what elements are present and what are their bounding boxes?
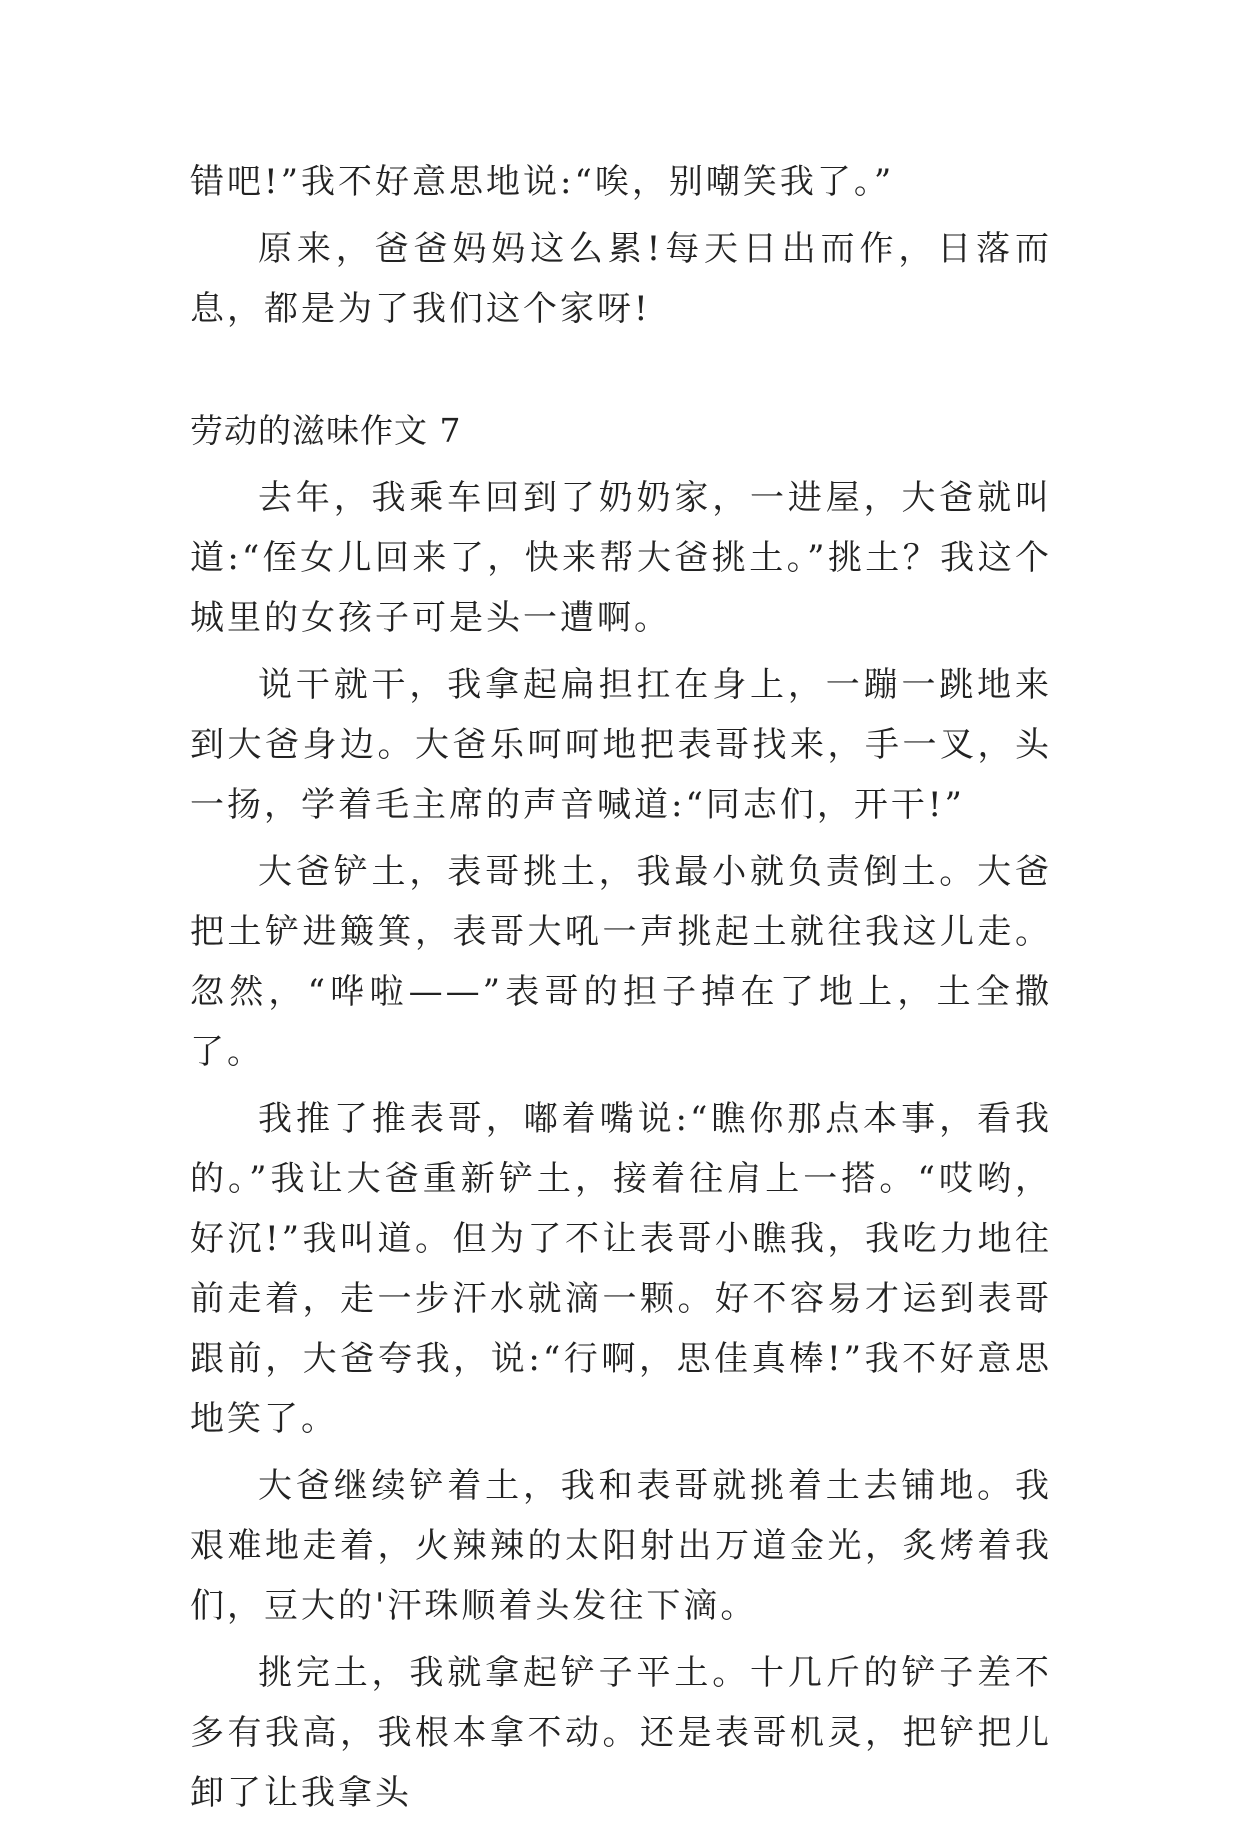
paragraph: 大爸铲土，表哥挑土，我最小就负责倒土。大爸把土铲进簸箕，表哥大吼一声挑起土就往我这儿走。忽然，“哗啦——”表哥的担子掉在了地上，土全撒了。 — [190, 852, 1052, 1072]
paragraph: 原来，爸爸妈妈这么累!每天日出而作，日落而息，都是为了我们这个家呀! — [190, 229, 1052, 329]
paragraph: 我推了推表哥，嘟着嘴说:“瞧你那点本事，看我的。”我让大爸重新铲土，接着往肩上一搭。“哎哟，好沉!”我叫道。但为了不让表哥小瞧我，我吃力地往前走着，走一步汗水就滴一颗。好不容易才运到表哥跟前，大爸夸我，说:“行啊，思佳真棒!”我不好意思地笑了。 — [190, 1099, 1052, 1439]
paragraph: 说干就干，我拿起扁担扛在身上，一蹦一跳地来到大爸身边。大爸乐呵呵地把表哥找来，手一叉，头一扬，学着毛主席的声音喊道:“同志们，开干!” — [190, 665, 1052, 825]
paragraph: 去年，我乘车回到了奶奶家，一进屋，大爸就叫道:“侄女儿回来了，快来帮大爸挑土。”挑土？我这个城里的女孩子可是头一遭啊。 — [190, 478, 1052, 638]
essay-title: 劳动的滋味作文 7 — [190, 411, 462, 450]
paragraph: 大爸继续铲着土，我和表哥就挑着土去铺地。我艰难地走着，火辣辣的太阳射出万道金光，炙烤着我们，豆大的'汗珠顺着头发往下滴。 — [190, 1466, 1052, 1626]
continuation-paragraph: 错吧!”我不好意思地说:“唉，别嘲笑我了。” — [190, 162, 895, 202]
document-body — [190, 152, 1052, 1830]
paragraph: 挑完土，我就拿起铲子平土。十几斤的铲子差不多有我高，我根本拿不动。还是表哥机灵，把铲把儿卸了让我拿头 — [190, 1653, 1052, 1813]
